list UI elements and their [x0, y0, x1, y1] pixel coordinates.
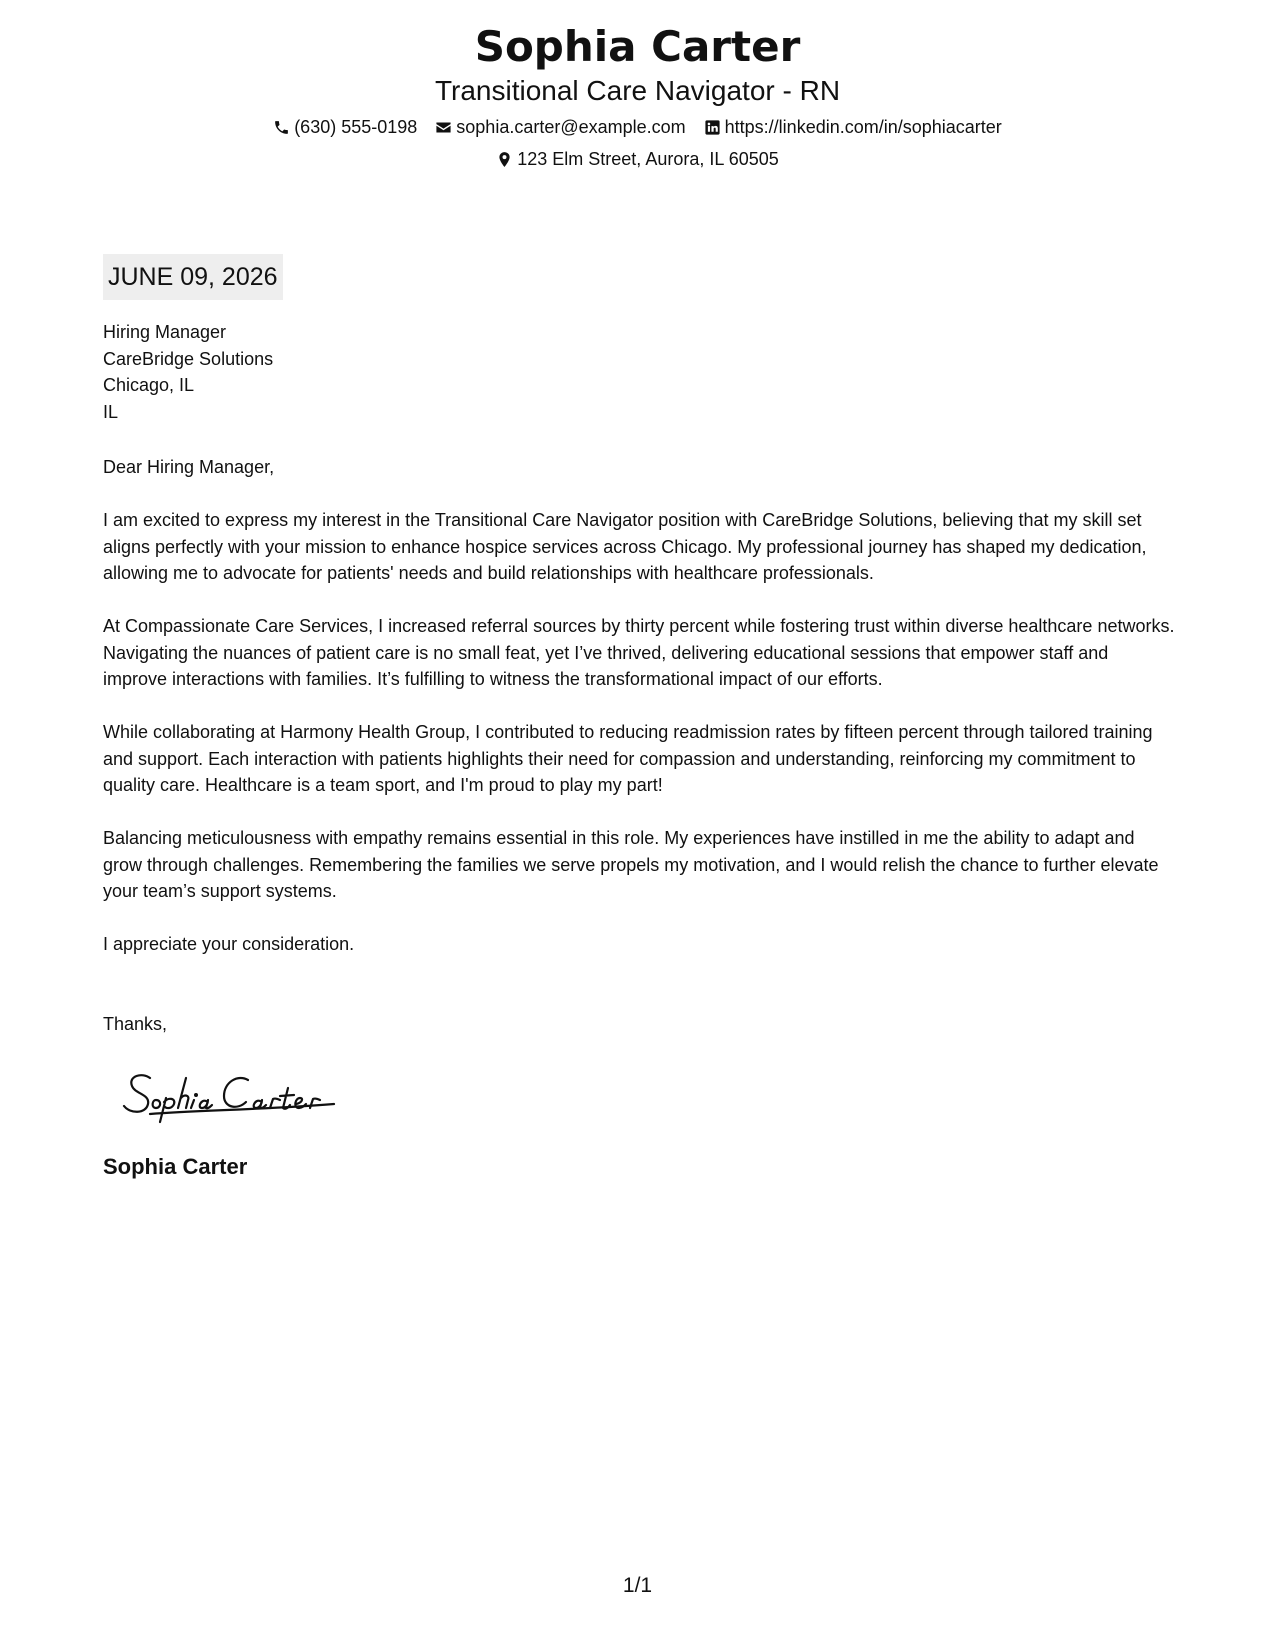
- linkedin-icon: [704, 119, 721, 136]
- linkedin-url: https://linkedin.com/in/sophiacarter: [724, 117, 1002, 137]
- street-address: 123 Elm Street, Aurora, IL 60505: [517, 149, 779, 169]
- email-address: sophia.carter@example.com: [456, 117, 686, 137]
- phone-contact[interactable]: [273, 116, 417, 138]
- salutation: Dear Hiring Manager,: [103, 457, 275, 477]
- contact-info-row: [0, 116, 1275, 138]
- phone-icon: [273, 119, 290, 136]
- address-contact: [496, 148, 779, 170]
- body-paragraph: Balancing meticulousness with empathy remains essential in this role. My experiences have instilled in me the ability to adapt and grow through challenges. Remembering the families we serve propels my motivation, and I would relish the chance to further elevate your team’s support systems.: [103, 828, 1159, 901]
- handwritten-signature: [120, 1064, 360, 1124]
- letter-date: JUNE 09, 2026: [103, 254, 283, 300]
- recipient-line: Hiring Manager: [103, 322, 227, 342]
- recipient-line: Chicago, IL: [103, 375, 195, 395]
- body-paragraph: At Compassionate Care Services, I increased referral sources by thirty percent while fostering trust within diverse healthcare networks. Navigating the nuances of patient care is no small feat, yet I’ve thrived, delivering educational sessions that empower staff and improve interactions with families. It’s fulfilling to witness the transformational impact of our efforts.: [103, 616, 1175, 689]
- signoff: Thanks,: [103, 1014, 168, 1034]
- body-paragraph: While collaborating at Harmony Health Group, I contributed to reducing readmission rates by fifteen percent through tailored training and support. Each interaction with patients highlights their need for compassion and understanding, reinforcing my commitment to quality care. Healthcare is a team sport, and I'm proud to play my part!: [103, 722, 1153, 795]
- applicant-name: Sophia Carter: [474, 22, 801, 71]
- recipient-block: [103, 319, 1175, 425]
- page-number: 1/1: [622, 1574, 653, 1597]
- recipient-line: CareBridge Solutions: [103, 348, 274, 369]
- letter-header: [0, 20, 1275, 170]
- job-title: Transitional Care Navigator - RN: [434, 75, 841, 106]
- envelope-icon: [435, 119, 452, 136]
- closing-line: I appreciate your consideration.: [103, 934, 355, 954]
- signer-name: Sophia Carter: [103, 1154, 248, 1179]
- phone-number: (630) 555-0198: [294, 117, 418, 137]
- email-contact[interactable]: [435, 116, 685, 138]
- location-pin-icon: [496, 151, 513, 168]
- linkedin-contact[interactable]: [704, 116, 1002, 138]
- address-row: [0, 148, 1275, 170]
- body-paragraph: I am excited to express my interest in the Transitional Care Navigator position with CareBridge Solutions, believing that my skill set aligns perfectly with your mission to enhance hospice services across Chicago. My professional journey has shaped my dedication, allowing me to advocate for patients' needs and build relationships with healthcare professionals.: [103, 510, 1147, 583]
- recipient-line: IL: [103, 401, 119, 422]
